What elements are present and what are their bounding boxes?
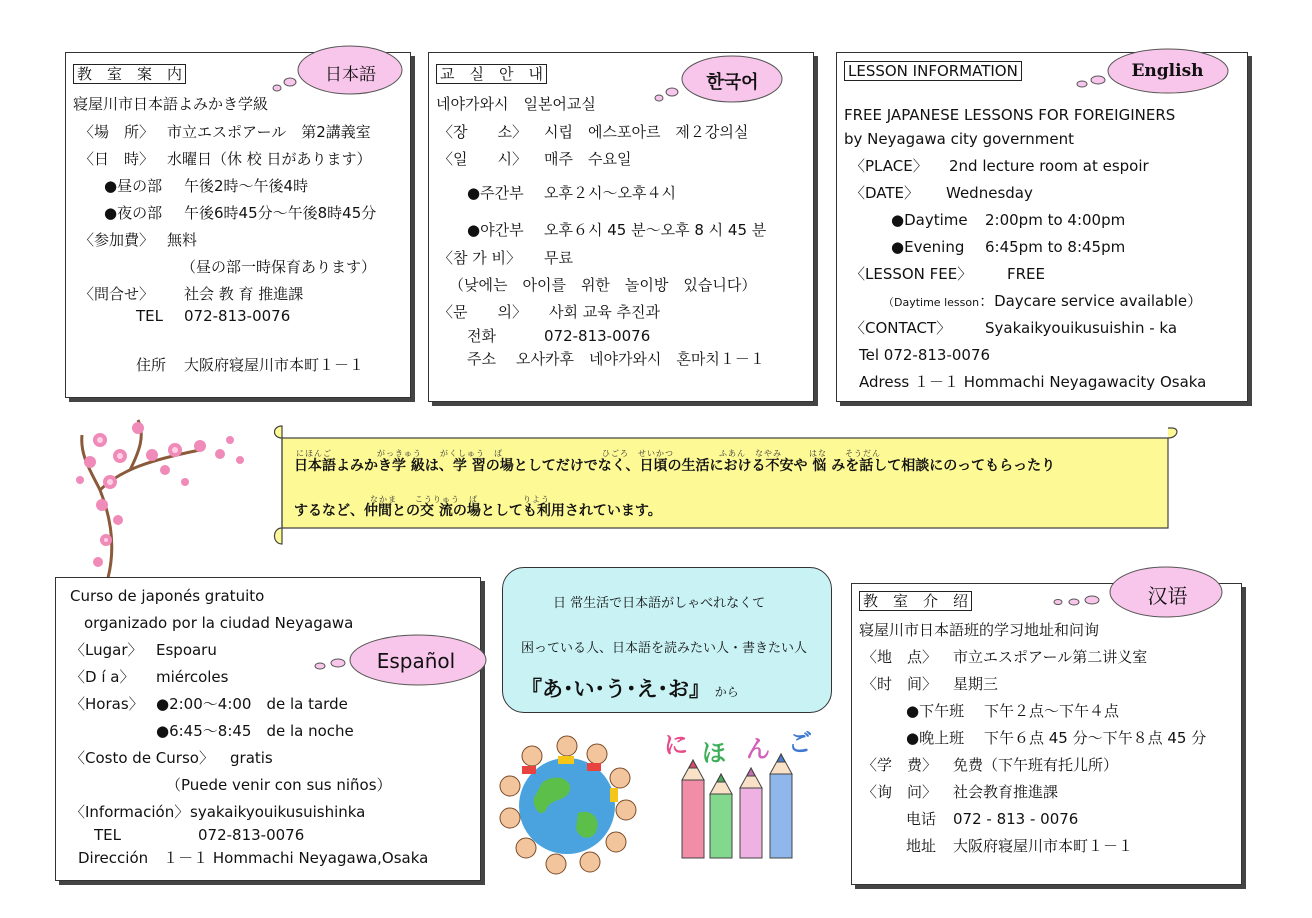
message-banner: [268, 422, 1184, 550]
chinese-info-box: [851, 583, 1242, 885]
korean-lang-label: 한국어: [706, 72, 759, 93]
japanese-school-name: 寝屋川市日本語よみかき学級: [73, 95, 269, 113]
korean-cloud-badge: [650, 52, 790, 108]
spanish-children: （Puede venir con sus niños）: [166, 776, 392, 794]
chinese-address: 大阪府寝屋川市本町１－１: [953, 837, 1134, 855]
japanese-cloud-badge: [268, 40, 408, 100]
korean-day-session-label: ●주간부: [467, 184, 524, 202]
banner-ruby-1: にほんご がっきゅう がくしゅう ば ひごろ せいかつ ふあん なやみ はな そうだん: [296, 449, 881, 458]
spanish-hours-2: ●6:45～8:45 de la noche: [156, 722, 354, 740]
korean-address: 오사카후 네야가와시 혼마치１－１: [516, 350, 765, 368]
korean-night-session-label: ●야간부: [467, 221, 524, 239]
korean-fee-label: 〈참 가 비〉: [438, 249, 522, 267]
spanish-lang-label: Español: [376, 649, 456, 673]
korean-night-session: 오후６시 45 분～오후 8 시 45 분: [544, 221, 767, 239]
pencil-letter-go: ご: [788, 729, 812, 757]
spanish-day: miércoles: [156, 668, 229, 686]
pencil-letter-ho: ほ: [702, 739, 726, 767]
japanese-night-session: 午後6時45分～午後8時45分: [184, 204, 377, 222]
english-place-label: 〈PLACE〉: [850, 157, 928, 175]
japanese-contact: 社会 教 育 推進課: [184, 285, 304, 303]
chinese-tel: 072 - 813 - 0076: [953, 810, 1079, 828]
center-callout: [502, 567, 832, 713]
chinese-place: 市立エスポアール第二讲义室: [953, 648, 1148, 666]
english-cloud-badge: [1070, 44, 1232, 98]
globe-icon: [492, 728, 642, 878]
chinese-evening: 下午６点 45 分～下午８点 45 分: [984, 729, 1207, 747]
spanish-cost: gratis: [230, 749, 273, 767]
korean-fee: 무료: [544, 249, 573, 267]
korean-tel: 072-813-0076: [544, 327, 651, 345]
korean-day-session: 오후２시～오후４시: [544, 184, 676, 202]
korean-contact-label: 〈문 의〉: [438, 303, 527, 321]
english-contact: Syakaikyouikusuishin - ka: [985, 319, 1178, 337]
spanish-place: Espoaru: [156, 641, 217, 659]
english-date-label: 〈DATE〉: [850, 184, 920, 202]
chinese-contact-label: 〈询 问〉: [862, 783, 938, 801]
japanese-childcare: （昼の部一時保育あります）: [181, 258, 377, 276]
spanish-cloud-badge: [308, 630, 492, 690]
chinese-contact: 社会教育推進課: [953, 783, 1059, 801]
chinese-time: 星期三: [953, 675, 999, 693]
spanish-tel-label: TEL: [94, 826, 121, 844]
cherry-blossom-illustration: [60, 410, 260, 580]
english-heading: FREE JAPANESE LESSONS FOR FOREIGINERS: [844, 106, 1176, 124]
japanese-title: 教 室 案 内: [73, 64, 186, 84]
center-line-3-suffix: から: [714, 685, 739, 699]
japanese-tel: 072-813-0076: [184, 307, 291, 325]
korean-title: 교 실 안 내: [436, 64, 547, 84]
chinese-pm: 下午２点～下午４点: [984, 702, 1120, 720]
english-place: 2nd lecture room at espoir: [949, 157, 1149, 175]
spanish-line-1: Curso de japonés gratuito: [70, 587, 265, 605]
english-contact-label: 〈CONTACT〉: [850, 319, 952, 337]
banner-ruby-2: なかま こうりゅう ば りよう: [370, 495, 550, 504]
english-by: by Neyagawa city government: [844, 130, 1075, 148]
spanish-info-label: 〈Información〉: [70, 803, 190, 821]
pencil-letter-n: ん: [746, 735, 770, 763]
chinese-lang-label: 汉语: [1147, 584, 1188, 608]
chinese-place-label: 〈地 点〉: [862, 648, 938, 666]
korean-contact: 사회 교육 추진과: [549, 303, 660, 321]
spanish-line-2: organizado por la ciudad Neyagawa: [84, 614, 354, 632]
spanish-cost-label: 〈Costo de Curso〉: [70, 749, 214, 767]
japanese-day-session: 午後2時～午後4時: [184, 177, 309, 195]
korean-day-label: 〈일 시〉: [438, 150, 527, 168]
korean-day: 매주 수요일: [544, 150, 632, 168]
spanish-info-box: [55, 577, 481, 881]
japanese-tel-label: TEL: [136, 307, 163, 325]
english-evening-label: ●Evening: [891, 238, 965, 256]
spanish-info: syakaikyouikusuishinka: [190, 803, 366, 821]
pencils-illustration: [660, 729, 820, 862]
korean-place-label: 〈장 소〉: [438, 123, 527, 141]
chinese-title: 教 室 介 绍: [859, 591, 972, 611]
banner-line-1: 日本語よみかき学 級は、学 習の場としてだけでなく、日頃の生活における不安や 悩 みを話して相談にのってもらったり: [294, 458, 1056, 474]
japanese-address-label: 住所: [136, 356, 167, 374]
english-daycare-small: （Daytime lesson: [883, 296, 980, 309]
english-daytime-label: ●Daytime: [891, 211, 968, 229]
korean-childcare: （낮에는 아이를 위한 놀이방 있습니다）: [449, 276, 757, 294]
japanese-night-session-label: ●夜の部: [104, 204, 163, 222]
japanese-address: 大阪府寝屋川市本町１－１: [184, 356, 365, 374]
korean-place: 시립 에스포아르 제２강의실: [544, 123, 749, 141]
spanish-tel: 072-813-0076: [198, 826, 305, 844]
english-lang-label: English: [1131, 61, 1204, 81]
korean-address-label: 주소: [467, 350, 496, 368]
japanese-fee-label: 〈参加費〉: [79, 231, 155, 249]
center-line-3-main: 『あ･い･う･え･お』: [521, 677, 710, 701]
english-date: Wednesday: [946, 184, 1033, 202]
english-info-box: [836, 52, 1248, 402]
center-line-2: 困っている人、日本語を読みたい人・書きたい人: [521, 641, 808, 656]
scroll-banner-shape: [268, 422, 1184, 550]
spanish-address: Dirección １－１ Hommachi Neyagawa,Osaka: [78, 849, 429, 867]
english-daytime: 2:00pm to 4:00pm: [985, 211, 1126, 229]
cherry-blossom-icon: [60, 410, 260, 580]
spanish-hours-label: 〈Horas〉: [70, 695, 144, 713]
chinese-fee: 免费（下午班有托儿所）: [953, 756, 1119, 774]
chinese-cloud-badge: [1048, 562, 1228, 622]
japanese-day: 水曜日（休 校 日があります）: [167, 150, 372, 168]
chinese-tel-label: 电话: [906, 810, 937, 828]
chinese-evening-label: ●晚上班: [906, 729, 965, 747]
japanese-contact-label: 〈問合せ〉: [79, 285, 155, 303]
japanese-place: 市立エスポアール 第2講義室: [167, 123, 371, 141]
center-line-1: 日 常生活で日本語がしゃべれなくて: [553, 596, 766, 611]
spanish-hours-1: ●2:00～4:00 de la tarde: [156, 695, 348, 713]
globe-children-illustration: [492, 728, 642, 878]
spanish-day-label: 〈D í a〉: [70, 668, 135, 686]
english-evening: 6:45pm to 8:45pm: [985, 238, 1126, 256]
english-fee: FREE: [1007, 265, 1046, 283]
chinese-fee-label: 〈学 费〉: [862, 756, 938, 774]
english-fee-label: 〈LESSON FEE〉: [850, 265, 973, 283]
chinese-time-label: 〈时 间〉: [862, 675, 938, 693]
japanese-lang-label: 日本語: [325, 65, 376, 85]
korean-school-name: 네야가와시 일본어교실: [436, 95, 596, 113]
english-daycare: ：Daycare service available）: [979, 292, 1203, 310]
banner-line-2: するなど、仲間との交 流の場としても利用されています。: [294, 503, 662, 519]
english-address: Adress １－１ Hommachi Neyagawacity Osaka: [859, 373, 1207, 391]
english-tel: Tel 072-813-0076: [859, 346, 991, 364]
japanese-info-box: [65, 52, 411, 398]
japanese-place-label: 〈場 所〉: [79, 123, 155, 141]
japanese-day-session-label: ●昼の部: [104, 177, 163, 195]
spanish-place-label: 〈Lugar〉: [70, 641, 143, 659]
japanese-day-label: 〈日 時〉: [79, 150, 155, 168]
chinese-name: 寝屋川市日本語班的学习地址和问询: [859, 621, 1100, 639]
chinese-address-label: 地址: [906, 837, 937, 855]
japanese-fee: 無料: [167, 231, 198, 249]
english-title: LESSON INFORMATION: [844, 61, 1022, 81]
pencil-letter-ni: に: [664, 731, 688, 759]
chinese-pm-label: ●下午班: [906, 702, 965, 720]
korean-tel-label: 전화: [467, 327, 496, 345]
